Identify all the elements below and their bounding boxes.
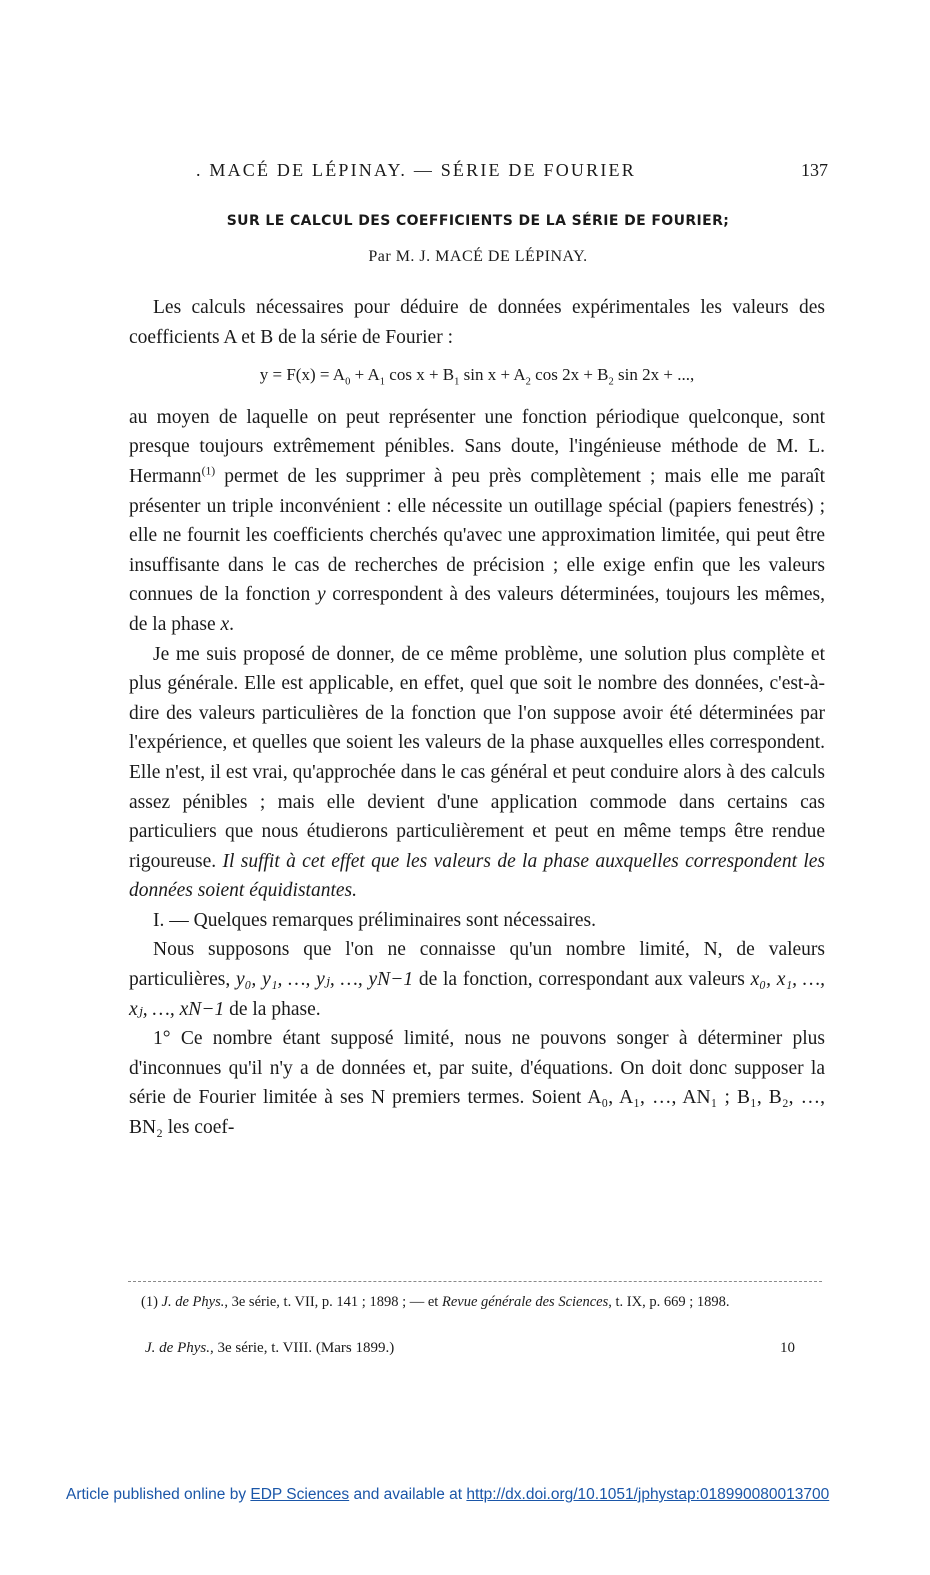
- footnote: [129, 1292, 823, 1313]
- article-title: SUR LE CALCUL DES COEFFICIENTS DE LA SÉRIE DE FOURIER;: [226, 213, 730, 229]
- italic-statement: Il suffit à cet effet que les valeurs de la phase auxquelles correspondent les données soient équidistantes.: [129, 850, 825, 902]
- running-head: [128, 160, 828, 186]
- publisher-link[interactable]: EDP Sciences: [250, 1486, 350, 1503]
- section-heading-I: I. — Quelques remarques préliminaires sont nécessaires.: [153, 909, 596, 931]
- doi-link[interactable]: http://dx.doi.org/10.1051/jphystap:018990080013700: [466, 1486, 830, 1503]
- fourier-series-formula: $y = F(x) = A_0 + A_1$ $\cos x + B_1$ $\sin x + A_2$ $\cos 2x + B_2$ sin 2x + ...,: [259, 365, 695, 388]
- article-author: Par M. J. MACÉ DE LÉPINAY.: [368, 248, 588, 265]
- journal-signature-line: J. de Phys., 3e série, t. VIII. (Mars 1899.) 10: [145, 1340, 795, 1356]
- coefficient-list: A₀, A₁, …, AN₁ ; B₁, B₂, …, BN₂: [129, 1087, 825, 1139]
- paragraph-5: Nous supposons que l'on ne connaisse qu'un nombre limité, N, de valeurs particulières, y₀, y₁, …, yⱼ, …, yN−1 de la fonction, correspondant aux valeurs x₀, x₁, …, xⱼ, …, xN−1 de la phase.: [129, 939, 825, 1020]
- page-number: 137: [801, 160, 828, 180]
- x-values: x₀, x₁, …, xⱼ, …, xN−1: [129, 969, 825, 1020]
- paragraph-1: Les calculs nécessaires pour déduire de données expérimentales les valeurs des coefficients A et B de la série de Fourier :: [129, 297, 825, 348]
- signature-number: 10: [780, 1340, 795, 1356]
- article-body: [129, 293, 825, 1143]
- formula-lhs: y = F(x) = A: [259, 365, 346, 385]
- footnote-ref: (1): [201, 464, 216, 478]
- paragraph-6: 1° Ce nombre étant supposé limité, nous ne pouvons songer à déterminer plus d'inconnues qu'il n'y a de données et, par suite, d'équations. On doit donc supposer la série de Fourier limitée à ses N premiers termes. Soient A₀, A₁, …, AN₁ ; B₁, B₂, …, BN₂ les coef-: [129, 1028, 825, 1139]
- paragraph-2: au moyen de laquelle on peut représenter une fonction périodique quelconque, sont presque toujours extrêmement pénibles. Sans doute, l'ingénieuse méthode de M. L. Hermann$^{(1)}$ permet de les supprimer à peu près complètement ; mais elle me paraît présenter un triple inconvénient : elle nécessite un outillage spécial (papiers fenestrés) ; elle ne fournit les coefficients cherchés qu'avec une approximation limitée, qui peut être insuffisante dans le cas de recherches de précision ; elle exige enfin que les valeurs connues de la fonction y correspondent à des valeurs déterminées, toujours les mêmes, de la phase x.: [129, 406, 825, 635]
- running-title: . MACÉ DE LÉPINAY. — SÉRIE DE FOURIER: [196, 160, 636, 180]
- footnote-rule: [128, 1281, 822, 1282]
- publication-banner: Article published online by EDP Sciences and available at http://dx.doi.org/10.1051/jphystap:018990080013700: [66, 1486, 830, 1503]
- y-values: y₀, y₁, …, yⱼ, …, yN−1: [236, 969, 414, 991]
- footnote-1: (1) J. de Phys., 3e série, t. VII, p. 141 ; 1898 ; — et Revue générale des Sciences, t. IX, p. 669 ; 1898.: [141, 1294, 730, 1310]
- paragraph-3: Je me suis proposé de donner, de ce même problème, une solution plus complète et plus générale. Elle est applicable, en effet, quel que soit le nombre des données, c'est-à-dire des valeurs particulières de la fonction que l'on suppose avoir été déterminées par l'expérience, et quelles que soient les valeurs de la phase auxquelles elles correspondent. Elle n'est, il est vrai, qu'approchée dans le cas général et peut conduire alors à des calculs assez pénibles ; mais elle devient d'une application commode dans certains cas particuliers que nous étudierons particulièrement et peut en même temps être rendue rigoureuse. Il suffit à cet effet que les valeurs de la phase auxquelles correspondent les données soient équidistantes.: [129, 643, 825, 902]
